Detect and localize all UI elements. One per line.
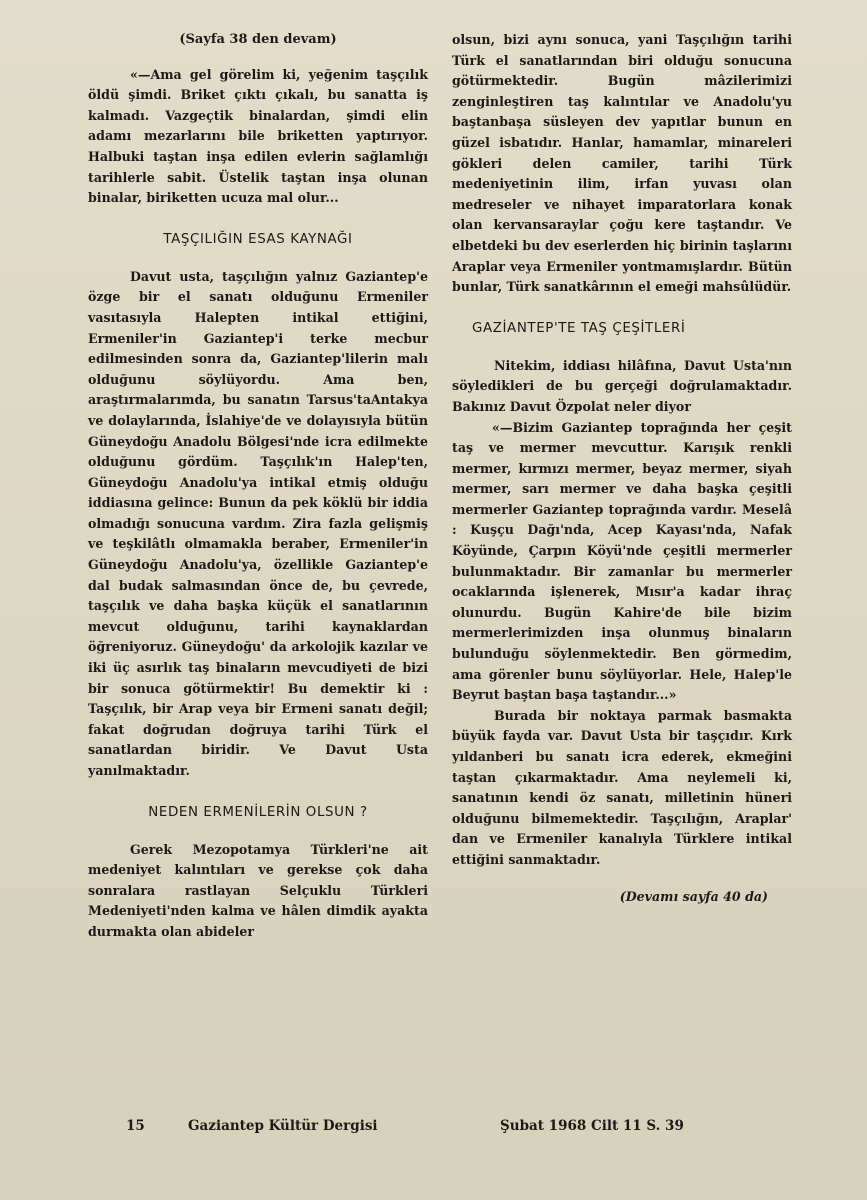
paragraph: olsun, bizi aynı sonuca, yani Taşçılığın tarihi Türk el sanatlarından biri olduğu sonucuna götürmektedir. Bugün mâzilerimizi zenginleştiren taş kalıntılar ve Anadolu'yu baştanbaşa süsleyen dev yapıtlar bunun en güzel isbatıdır. Hanlar, hamamlar, minareleri gökleri delen camiler, tarihi Türk medeniyetinin ilim, irfan yuvası olan medreseler ve nihayet imparatorlara konak olan kervansaraylar çoğu kere taştandır. Ve elbetdeki bu dev eserlerden hiç birinin taşlarını Araplar veya Ermeniler yontmamışlardır. Bütün bunlar, Türk sanatkârının el emeği mahsûlüdür. <box>452 32 792 295</box>
paragraph: «—Ama gel görelim ki, yeğenim taşçılık öldü şimdi. Briket çıktı çıkalı, bu sanatta iş kalmadı. Vazgeçtik binalardan, şimdi elin adamı mezarlarını bile briketten yaptırıyor. Halbuki taştan inşa edilen evlerin sağlamlığı tarihlerle sabit. Üstelik taştan inşa olunan binalar, biriketten ucuza mal olur... <box>88 66 428 206</box>
section-heading: TAŞÇILIĞIN ESAS KAYNAĞI <box>163 231 353 247</box>
continued-to-note: (Devamı sayfa 40 da) <box>619 888 768 904</box>
paragraph: Burada bir noktaya parmak basmakta büyük fayda var. Davut Usta bir taşçıdır. Kırk yıldanberi bu sanatı icra ederek, ekmeğini taştan çıkarmaktadır. Ama neylemeli ki, sanatının kendi öz sanatı, milletinin hüneri olduğunu bilmemektedir. Taşçılığın, Araplar' dan ve Ermeniler kanalıyla Türklere intikal ettiğini sanmaktadır. <box>452 707 792 867</box>
paragraph: Gerek Mezopotamya Türkleri'ne ait medeniyet kalıntıları ve gerekse çok daha sonralara rastlayan Selçuklu Türkleri Medeniyeti'nden kalma ve hâlen dimdik ayakta durmakta olan abideler <box>88 841 428 939</box>
page-number: 15 <box>126 1118 145 1134</box>
issue-info: Şubat 1968 Cilt 11 S. 39 <box>500 1118 684 1134</box>
right-column <box>452 30 792 907</box>
paragraph: Nitekim, iddiası hilâfına, Davut Usta'nın söyledikleri de bu gerçeği doğrulamaktadır. Bakınız Davut Özpolat neler diyor <box>452 357 792 414</box>
section-heading: GAZİANTEP'TE TAŞ ÇEŞİTLERİ <box>472 320 686 336</box>
continued-from-note: (Sayfa 38 den devam) <box>179 32 337 47</box>
section-heading: NEDEN ERMENİLERİN OLSUN ? <box>148 804 368 820</box>
magazine-title: Gaziantep Kültür Dergisi <box>188 1118 378 1134</box>
quote-paragraph: «—Bizim Gaziantep toprağında her çeşit taş ve mermer mevcuttur. Karışık renkli mermer, kırmızı mermer, beyaz mermer, siyah mermer, sarı mermer ve daha başka çeşitli mermerler Gaziantep toprağında vardır. Meselâ : Kuşçu Dağı'nda, Acep Kayası'nda, Nafak Köyünde, Çarpın Köyü'nde çeşitli mermerler bulunmaktadır. Bir zamanlar bu mermerler ocaklarında işlenerek, Mısır'a kadar ihraç olunurdu. Bugün Kahire'de bile bizim mermerlerimizden inşa olunmuş binaların bulunduğu söylenmektedir. Ben görmedim, ama görenler bunu söylüyorlar. Hele, Halep'le Beyrut baştan başa taştandır...» <box>452 419 792 703</box>
paragraph: Davut usta, taşçılığın yalnız Gaziantep'e özge bir el sanatı olduğunu Ermeniler vasıtasıyla Halepten intikal ettiğini, Ermeniler'in Gaziantep'i terke mecbur edilmesinden sonra da, Gaziantep'lilerin malı olduğunu söylüyordu. Ama ben, araştırmalarımda, bu sanatın Tarsus'taAntakya ve dolaylarında, İslahiye'de ve dolayısıyla bütün Güneydoğu Anadolu Bölgesi'nde icra edilmekte olduğunu gördüm. Taşçılık'ın Halep'ten, Güneydoğu Anadolu'ya intikal etmiş olduğu iddiasına gelince: Bunun da pek köklü bir iddia olmadığı sonucuna vardım. Zira fazla gelişmiş ve teşkilâtlı olmamakla beraber, Ermeniler'in Güneydoğu Anadolu'ya, özellikle Gaziantep'e dal budak salmasından önce de, bu çevrede, taşçılık ve daha başka küçük el sanatlarının mevcut olduğunu, tarihi kaynaklardan öğreniyoruz. Güneydoğu' da arkolojik kazılar ve iki üç asırlık taş binaların mevcudiyeti de bizi bir sonuca götürmektir! Bu demektir ki : Taşçılık, bir Arap veya bir Ermeni sanatı değil; fakat doğrudan doğruya tarihi Türk el sanatlardan biridir. Ve Davut Usta yanılmaktadır. <box>88 268 428 778</box>
left-column <box>88 30 428 943</box>
